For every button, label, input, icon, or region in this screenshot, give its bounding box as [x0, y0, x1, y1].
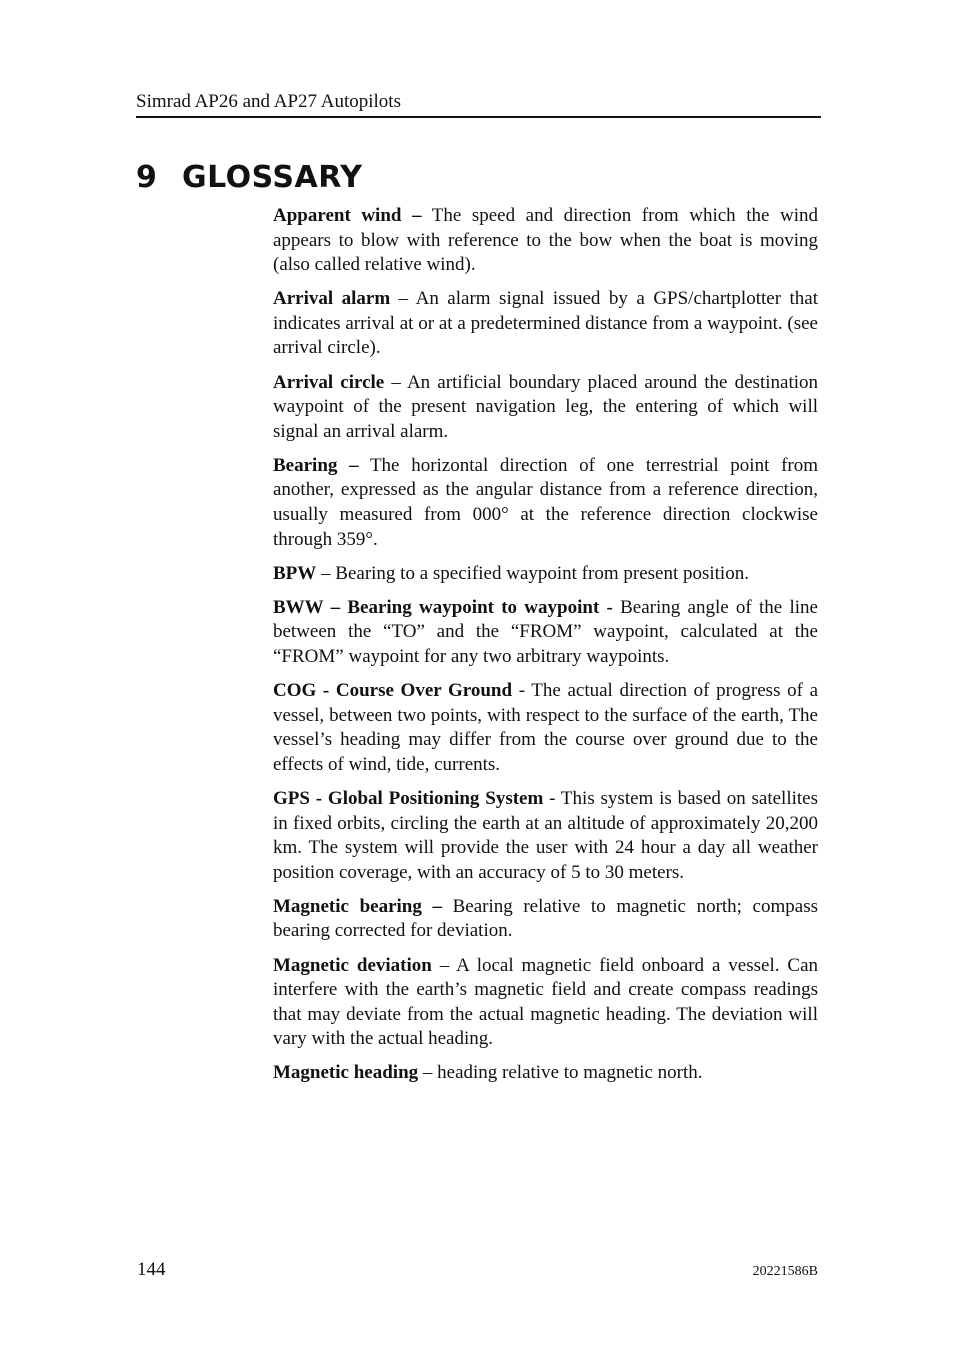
glossary-definition: – An alarm signal issued by a GPS/chartplotter that indicates arrival at or at a predetermined distance from a waypoint. (see arrival circle).	[273, 288, 818, 359]
glossary-entry-magnetic-deviation	[273, 954, 818, 1052]
glossary-definition: – A local magnetic field onboard a vessel. Can interfere with the earth’s magnetic field and create compass readings that may deviate from the actual magnetic heading. The deviation will vary with the actual heading.	[273, 954, 818, 1050]
glossary-term: BWW – Bearing waypoint to waypoint -	[273, 596, 613, 618]
page-number: 144	[137, 1259, 166, 1280]
glossary-term: Bearing –	[273, 454, 359, 476]
running-header: Simrad AP26 and AP27 Autopilots	[136, 90, 821, 118]
glossary-entry-cog	[273, 679, 818, 777]
glossary-entry-magnetic-bearing	[273, 895, 818, 944]
glossary-definition: The speed and direction from which the wind appears to blow with reference to the bow when the boat is moving (also called relative wind).	[273, 205, 819, 276]
glossary-definition: The horizontal direction of one terrestrial point from another, expressed as the angular distance from a reference direction, usually measured from 000° at the reference direction clockwise through 359°.	[273, 454, 819, 550]
glossary-entry-magnetic-heading	[273, 1061, 818, 1086]
glossary-definition: - This system is based on satellites in fixed orbits, circling the earth at an altitude of approximately 20,200 km. The system will provide the user with 24 hour a day all weather position coverage, with an accuracy of 5 to 30 meters.	[273, 787, 818, 883]
glossary-term: Apparent wind –	[273, 205, 422, 226]
glossary-entry-arrival-circle	[273, 371, 818, 445]
glossary-term: Magnetic heading	[273, 1062, 419, 1084]
chapter-number: 9	[136, 160, 158, 195]
glossary-definition: Bearing angle of the line between the “TO” and the “FROM” waypoint, calculated at the “FROM” waypoint for any two arbitrary waypoints.	[273, 596, 818, 667]
glossary-term: Arrival alarm	[273, 288, 391, 310]
glossary-definition: – Bearing to a specified waypoint from present position.	[316, 562, 749, 584]
glossary-term: COG - Course Over Ground	[273, 680, 513, 702]
glossary-entry-bpw	[273, 562, 818, 587]
glossary-definition: Bearing relative to magnetic north; compass bearing corrected for deviation.	[273, 895, 818, 942]
glossary-list	[273, 204, 818, 1096]
glossary-entry-gps	[273, 787, 818, 885]
glossary-term: Arrival circle	[273, 371, 385, 393]
glossary-definition: – heading relative to magnetic north.	[418, 1062, 703, 1084]
glossary-term: Magnetic bearing –	[273, 895, 442, 917]
glossary-entry-apparent-wind	[273, 204, 818, 278]
glossary-term: Magnetic deviation	[273, 954, 432, 976]
glossary-term: GPS - Global Positioning System	[273, 787, 544, 809]
document-code: 20221586B	[752, 1264, 818, 1279]
glossary-entry-bearing	[273, 454, 818, 552]
chapter-title	[136, 158, 362, 198]
chapter-title-text: GLOSSARY	[182, 160, 363, 195]
glossary-term: BPW	[273, 562, 317, 584]
glossary-entry-arrival-alarm	[273, 287, 818, 361]
glossary-entry-bww	[273, 596, 818, 670]
glossary-definition: - The actual direction of progress of a vessel, between two points, with respect to the surface of the earth, The vessel’s heading may differ from the course over ground due to the effects of wind, tide, currents.	[273, 680, 818, 775]
glossary-definition: – An artificial boundary placed around the destination waypoint of the present navigation leg, the entering of which will signal an arrival alarm.	[273, 371, 818, 442]
